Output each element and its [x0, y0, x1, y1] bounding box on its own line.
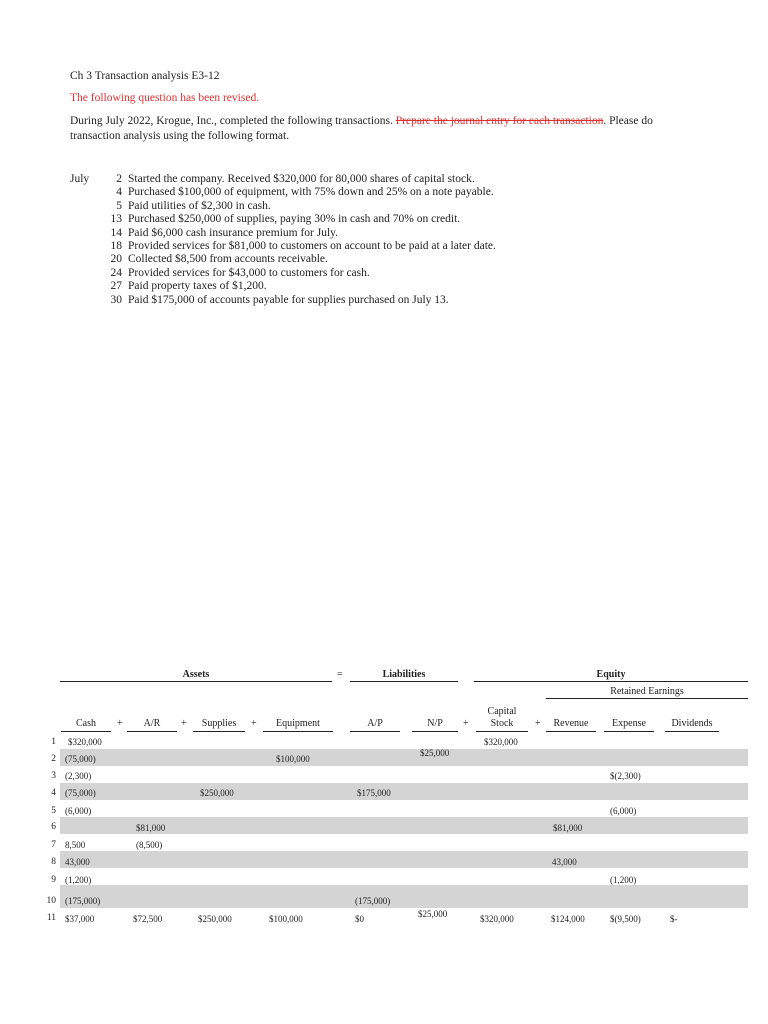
- capital-stock-total: $320,000: [480, 914, 514, 924]
- transaction-text: Provided services for $81,000 to customers on account to be paid at a later date.: [128, 240, 496, 253]
- equals-sign: =: [337, 669, 343, 680]
- col-cash: Cash: [76, 718, 96, 729]
- row-number: 2: [51, 754, 56, 764]
- plus-sign: +: [117, 718, 123, 729]
- col-rule: [193, 731, 245, 732]
- equipment-cell: $100,000: [276, 754, 310, 764]
- row-number: 8: [51, 857, 56, 867]
- col-rule: [604, 731, 654, 732]
- np-total: $25,000: [418, 909, 448, 919]
- transaction-day: 18: [110, 240, 122, 253]
- col-rule: [263, 731, 333, 732]
- revenue-total: $124,000: [551, 914, 585, 924]
- intro-text-2: . Please do transaction analysis using the following format.: [70, 115, 653, 142]
- row-band: [60, 749, 748, 766]
- revenue-cell: 43,000: [552, 857, 577, 867]
- transaction-day: 13: [110, 213, 122, 226]
- transaction-text: Paid property taxes of $1,200.: [128, 280, 267, 293]
- row-number: 10: [46, 896, 56, 906]
- struck-instruction: Prepare the journal entry for each transaction: [395, 115, 604, 127]
- transaction-item: [100, 186, 496, 199]
- transaction-day: 4: [116, 186, 122, 199]
- retained-earnings-rule: [546, 698, 748, 699]
- liabilities-rule: [350, 681, 458, 682]
- row-number: 1: [51, 737, 56, 747]
- col-ar: A/R: [143, 718, 161, 729]
- transaction-day: 27: [110, 280, 122, 293]
- plus-sign: +: [251, 718, 257, 729]
- transaction-item: [100, 294, 496, 307]
- col-ap: A/P: [367, 718, 383, 729]
- col-rule: [127, 731, 177, 732]
- capital-stock-cell: $320,000: [484, 737, 518, 747]
- equipment-total: $100,000: [269, 914, 303, 924]
- expense-cell: (6,000): [610, 806, 637, 816]
- transaction-text: Started the company. Received $320,000 for 80,000 shares of capital stock.: [128, 173, 475, 185]
- col-supplies: Supplies: [201, 718, 237, 729]
- assets-rule: [60, 681, 332, 682]
- transaction-item: [100, 253, 496, 266]
- page-title: Ch 3 Transaction analysis E3-12: [70, 70, 220, 82]
- col-capital-stock: [476, 706, 528, 730]
- dividends-total: $-: [670, 914, 678, 924]
- row-number: 7: [51, 840, 56, 850]
- cash-cell: (75,000): [65, 754, 96, 764]
- transaction-day: 14: [110, 226, 122, 239]
- equity-rule: [474, 681, 748, 682]
- ap-cell: (175,000): [355, 896, 391, 906]
- col-rule: [546, 731, 596, 732]
- transaction-text: Collected $8,500 from accounts receivable.: [128, 253, 328, 266]
- col-revenue: Revenue: [553, 718, 589, 729]
- transaction-day: 2: [116, 173, 122, 185]
- cash-cell: (2,300): [65, 771, 92, 781]
- cash-total: $37,000: [65, 914, 95, 924]
- col-rule: [665, 731, 719, 732]
- row-number: 11: [46, 913, 56, 923]
- transaction-list: [100, 173, 496, 307]
- transaction-text: Paid $175,000 of accounts payable for supplies purchased on July 13.: [128, 293, 449, 306]
- cash-cell: 8,500: [65, 840, 86, 850]
- assets-header: Assets: [182, 669, 210, 680]
- col-rule: [61, 731, 111, 732]
- row-number: 5: [51, 806, 56, 816]
- transaction-item: [100, 213, 496, 226]
- transaction-text: Purchased $100,000 of equipment, with 75% down and 25% on a note payable.: [128, 186, 494, 199]
- expense-cell: $(2,300): [610, 771, 641, 781]
- cash-cell: (1,200): [65, 875, 92, 885]
- transaction-item: [100, 280, 496, 293]
- col-dividends: Dividends: [671, 718, 713, 729]
- plus-sign: +: [535, 718, 541, 729]
- col-equipment: Equipment: [276, 718, 320, 729]
- col-rule: [350, 731, 400, 732]
- row-number: 4: [51, 788, 56, 798]
- cash-cell: (175,000): [65, 896, 101, 906]
- supplies-cell: $250,000: [200, 788, 234, 798]
- row-band: [60, 885, 748, 908]
- row-band: [60, 783, 748, 800]
- cash-cell: (75,000): [65, 788, 96, 798]
- transaction-text: Paid $6,000 cash insurance premium for July.: [128, 226, 339, 239]
- transaction-item: [100, 227, 496, 240]
- transaction-text: Purchased $250,000 of supplies, paying 30% in cash and 70% on credit.: [128, 213, 461, 226]
- row-band: [60, 851, 748, 868]
- cash-cell: 43,000: [65, 857, 90, 867]
- transaction-item: [100, 240, 496, 253]
- retained-earnings-header: Retained Earnings: [610, 686, 684, 697]
- expense-total: $(9,500): [610, 914, 641, 924]
- col-expense: Expense: [612, 718, 646, 729]
- np-cell: $25,000: [420, 748, 450, 758]
- transaction-day: 20: [110, 253, 122, 266]
- liabilities-header: Liabilities: [382, 669, 426, 680]
- row-number: 6: [51, 822, 56, 832]
- ap-total: $0: [355, 914, 364, 924]
- intro-paragraph: [70, 114, 690, 144]
- transaction-day: 5: [116, 199, 122, 212]
- ar-total: $72,500: [133, 914, 163, 924]
- row-number: 3: [51, 771, 56, 781]
- expense-cell: (1,200): [610, 875, 637, 885]
- cash-cell: (6,000): [65, 806, 92, 816]
- plus-sign: +: [463, 718, 469, 729]
- intro-text-1: During July 2022, Krogue, Inc., completed the following transactions.: [70, 115, 396, 127]
- transaction-item: [100, 173, 496, 186]
- transaction-item: [100, 200, 496, 213]
- col-np: N/P: [427, 718, 443, 729]
- revenue-cell: $81,000: [553, 823, 583, 833]
- revised-note: The following question has been revised.: [70, 92, 260, 104]
- ap-cell: $175,000: [357, 788, 391, 798]
- col-capital-stock-line1: Capital: [487, 706, 517, 717]
- row-number: 9: [51, 875, 56, 885]
- transaction-text: Paid utilities of $2,300 in cash.: [128, 199, 271, 212]
- plus-sign: +: [181, 718, 187, 729]
- ar-cell: (8,500): [136, 840, 163, 850]
- transaction-item: [100, 267, 496, 280]
- equity-header: Equity: [596, 669, 626, 680]
- ar-cell: $81,000: [136, 823, 166, 833]
- cash-cell: $320,000: [68, 737, 102, 747]
- col-rule: [412, 731, 458, 732]
- supplies-total: $250,000: [198, 914, 232, 924]
- col-capital-stock-line2: Stock: [490, 718, 514, 729]
- col-rule: [476, 731, 528, 732]
- transaction-text: Provided services for $43,000 to customers for cash.: [128, 266, 370, 279]
- transaction-day: 24: [110, 266, 122, 279]
- month-label: July: [70, 173, 90, 185]
- transaction-day: 30: [110, 293, 122, 306]
